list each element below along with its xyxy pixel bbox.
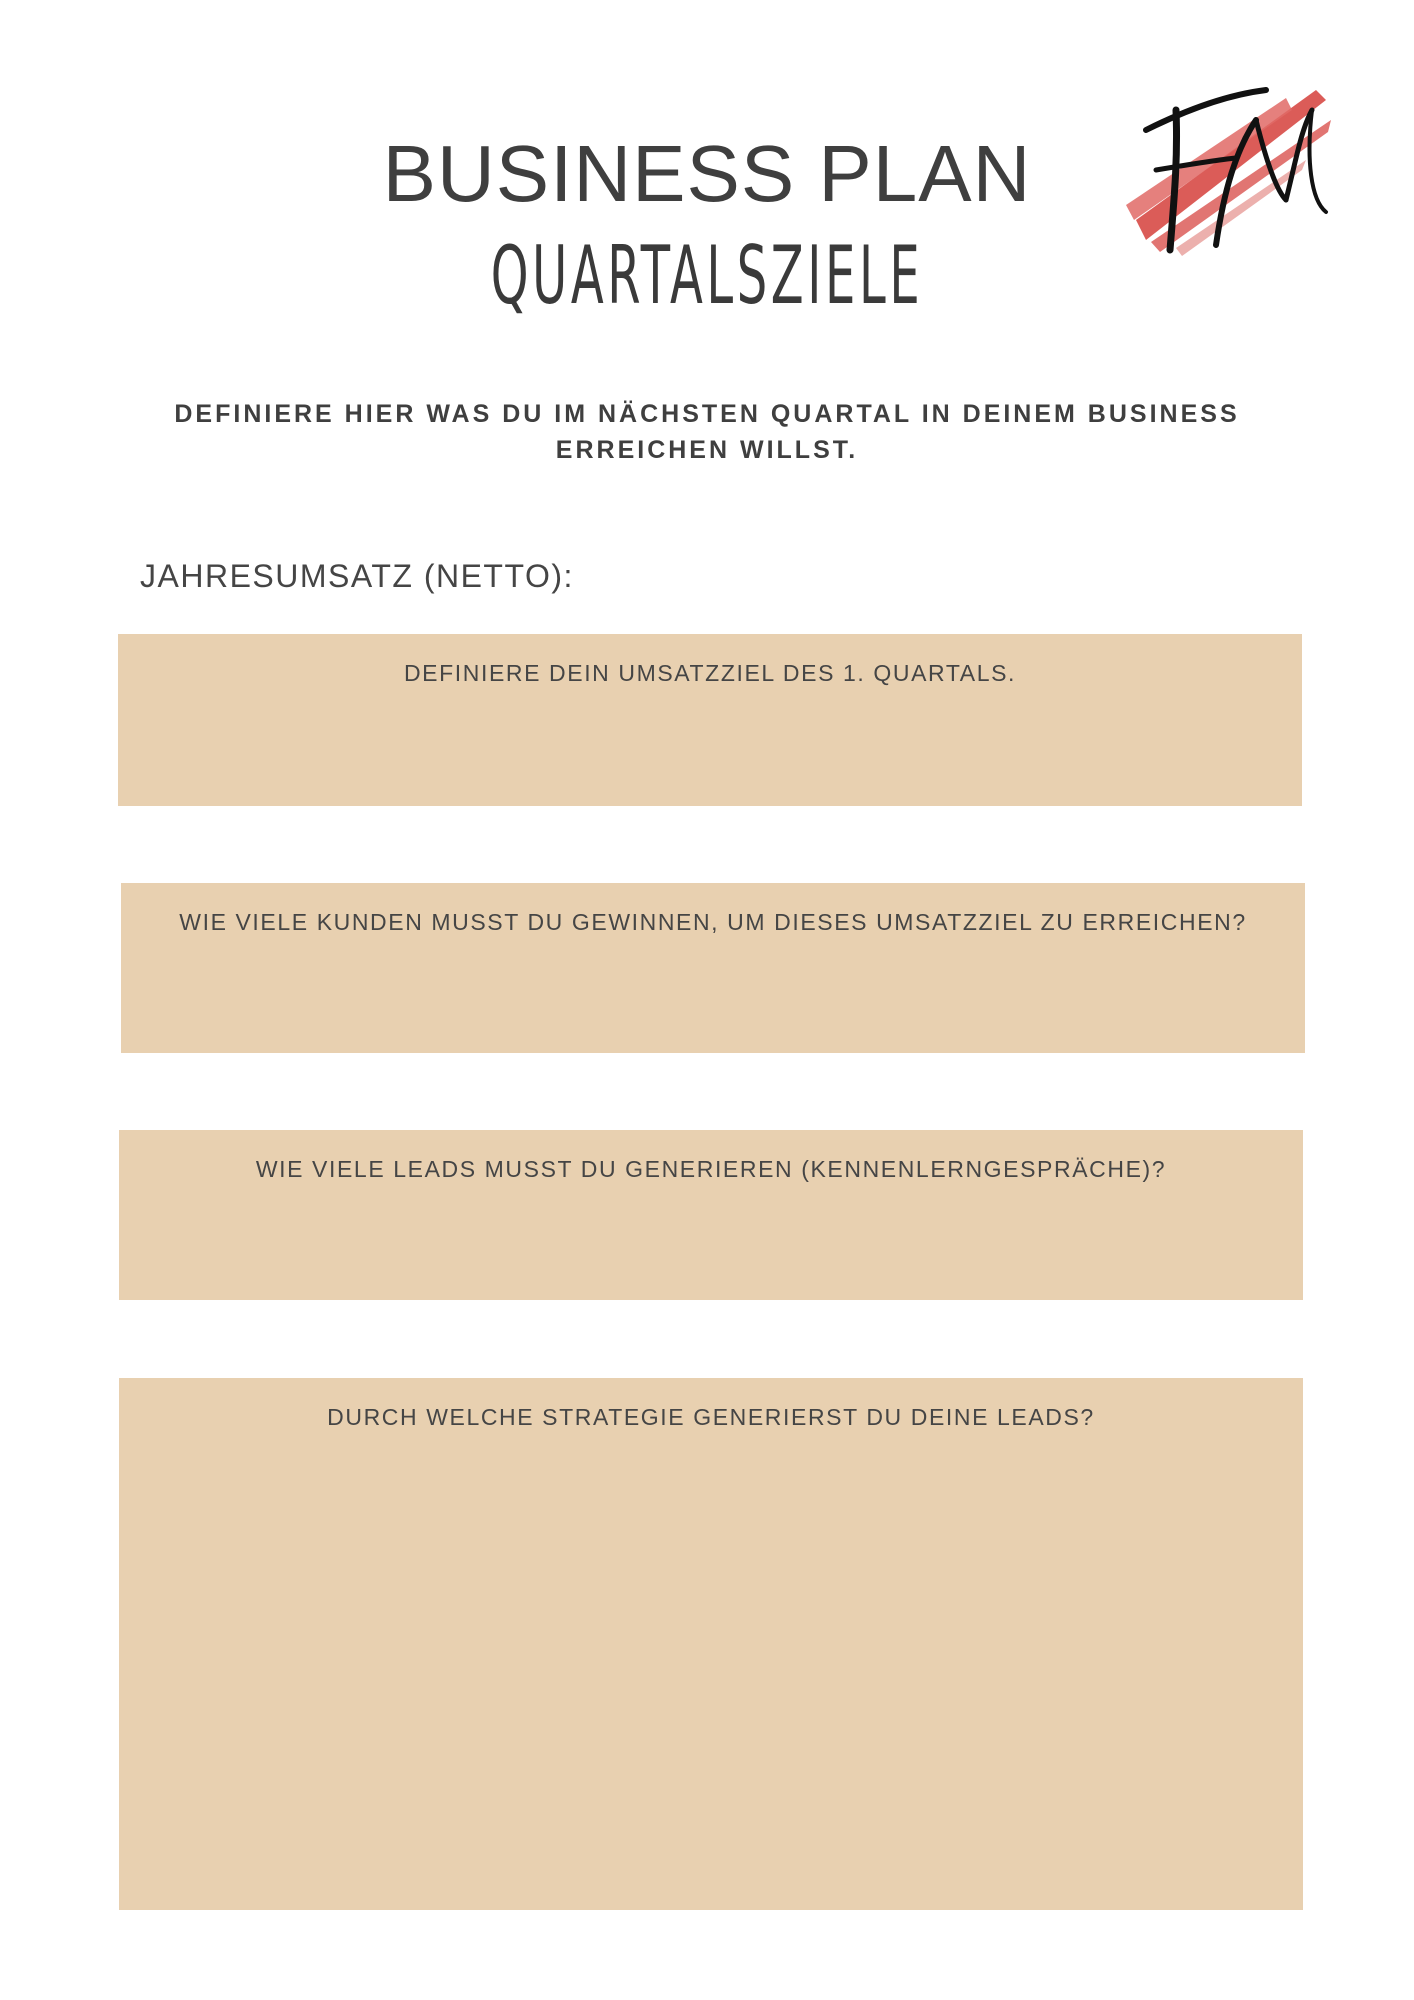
box-label: DEFINIERE DEIN UMSATZZIEL DES 1. QUARTALS.: [403, 660, 1017, 686]
page-subtitle: QUARTALSZIELE: [490, 229, 924, 322]
quarter-revenue-goal-box[interactable]: [118, 634, 1302, 806]
box-label: WIE VIELE LEADS MUSST DU GENERIEREN (KENNENLERNGESPRÄCHE)?: [255, 1156, 1167, 1182]
intro-instruction: DEFINIERE HIER WAS DU IM NÄCHSTEN QUARTAL IN DEINEM BUSINESS ERREICHEN WILLST.: [174, 400, 1240, 464]
box-label: WIE VIELE KUNDEN MUSST DU GEWINNEN, UM DIESES UMSATZZIEL ZU ERREICHEN?: [179, 909, 1247, 935]
leads-needed-box[interactable]: [119, 1130, 1303, 1300]
fn-monogram-logo-icon: [1116, 70, 1346, 270]
page-title: BUSINESS PLAN: [382, 129, 1032, 218]
annual-revenue-label: JAHRESUMSATZ (NETTO):: [140, 558, 574, 594]
lead-strategy-box[interactable]: [119, 1378, 1303, 1910]
brand-logo: [1116, 70, 1346, 270]
customers-needed-box[interactable]: [121, 883, 1305, 1053]
box-label: DURCH WELCHE STRATEGIE GENERIERST DU DEINE LEADS?: [327, 1404, 1095, 1430]
red-brush-stroke: [1126, 90, 1331, 256]
